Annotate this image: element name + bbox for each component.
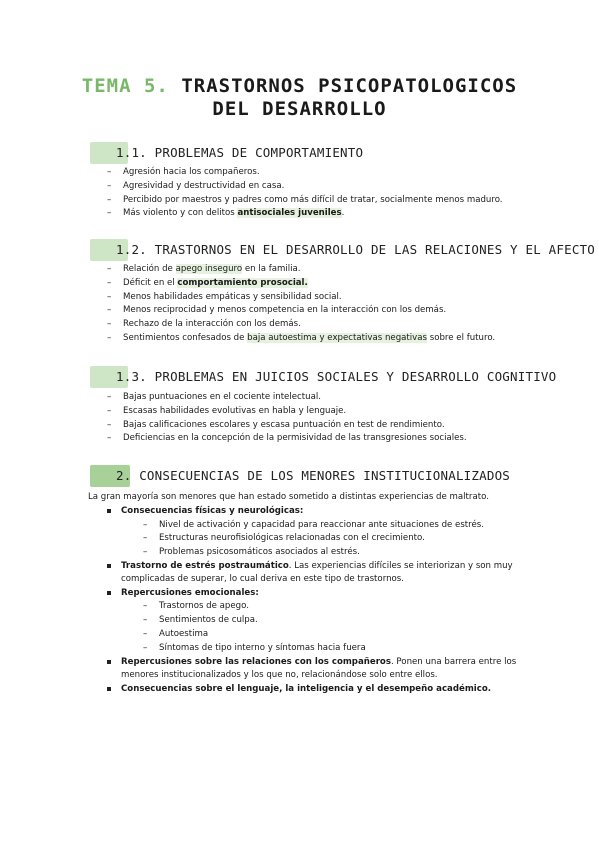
item-text: Menos habilidades empáticas y sensibilidad social. <box>123 291 342 302</box>
sub-item-text: Problemas psicosomáticos asociados al estrés. <box>159 547 360 558</box>
dash-marker: – <box>107 332 112 343</box>
bullet-bold-text: Repercusiones emocionales: <box>121 587 259 598</box>
section-number: 2. <box>116 468 132 483</box>
section-number: 1.1. <box>116 145 147 160</box>
sub-list <box>121 600 517 655</box>
section-intro: La gran mayoría son menores que han estado sometido a distintas experiencias de maltrato. <box>88 492 489 502</box>
item-text: Bajas puntuaciones en el cociente intelectual. <box>123 392 321 402</box>
list-item <box>107 419 467 433</box>
list-item <box>107 291 495 305</box>
dash-marker: – <box>107 305 112 316</box>
bullet-bold-text: Trastorno de estrés postraumático <box>121 560 289 571</box>
bullet-item <box>107 587 517 656</box>
consequences-list <box>107 505 517 696</box>
bullet-item <box>107 683 517 697</box>
item-text: Déficit en el <box>123 277 178 288</box>
bullet-item <box>107 505 517 560</box>
dash-marker: – <box>107 433 112 444</box>
sub-list-item <box>143 628 517 642</box>
item-text-end: sobre el futuro. <box>427 332 496 343</box>
title-tema: TEMA 5. <box>81 75 169 97</box>
sub-item-text: Autoestima <box>159 628 209 639</box>
bullet-text: . Las experiencias difíciles se interiorizan y son muy complicadas de superar, lo cual deriva en este tipo de trastornos. <box>121 560 513 585</box>
dash-marker: – <box>107 277 112 288</box>
dash-marker: – <box>143 615 148 626</box>
bullet-item <box>107 656 517 683</box>
section-number: 1.3. <box>116 369 147 384</box>
section-number: 1.2. <box>116 242 147 257</box>
section-heading-1-3 <box>90 366 556 388</box>
item-text: Rechazo de la interacción con los demás. <box>123 319 301 330</box>
highlighted-text: apego inseguro <box>175 264 243 274</box>
square-bullet-icon <box>107 687 111 691</box>
bullet-bold-text: Repercusiones sobre las relaciones con los compañeros <box>121 656 391 667</box>
sub-list-item <box>143 519 517 533</box>
dash-marker: – <box>107 208 112 219</box>
page-title <box>0 75 599 97</box>
sub-list-item <box>143 546 517 560</box>
sub-item-text: Síntomas de tipo interno y síntomas hacia fuera <box>159 642 366 653</box>
highlighted-text: comportamiento prosocial. <box>177 277 308 288</box>
dash-marker: – <box>143 547 148 558</box>
section-heading-1-1 <box>90 142 363 164</box>
dash-marker: – <box>107 180 112 191</box>
section-list-1-1 <box>107 166 503 221</box>
dash-marker: – <box>143 601 148 612</box>
sub-list-item <box>143 532 517 546</box>
sub-item-text: Nivel de activación y capacidad para reaccionar ante situaciones de estrés. <box>159 519 485 530</box>
section-title: PROBLEMAS DE COMPORTAMIENTO <box>154 145 364 160</box>
item-text: Sentimientos confesados de <box>123 332 248 343</box>
bullet-bold-text: Consecuencias físicas y neurológicas: <box>121 506 304 516</box>
bullet-bold-text: Consecuencias sobre el lenguaje, la inteligencia y el desempeño académico. <box>121 683 491 694</box>
dash-marker: – <box>143 628 148 639</box>
item-text-end: . <box>341 208 345 219</box>
list-item <box>107 194 503 208</box>
item-text: Escasas habilidades evolutivas en habla y lenguaje. <box>123 405 347 416</box>
title-line1: TRASTORNOS PSICOPATOLOGICOS <box>181 75 518 97</box>
item-text: Menos reciprocidad y menos competencia en la interacción con los demás. <box>123 305 447 316</box>
page-title-line2: DEL DESARROLLO <box>212 98 387 120</box>
item-text: Percibido por maestros y padres como más difícil de tratar, socialmente menos maduro. <box>123 194 503 205</box>
sub-item-text: Estructuras neurofisiológicas relacionadas con el crecimiento. <box>159 533 425 544</box>
section-list-1-2 <box>107 263 495 346</box>
section-list-1-3 <box>107 391 467 446</box>
dash-marker: – <box>107 264 112 274</box>
section-title: PROBLEMAS EN JUICIOS SOCIALES Y DESARROLLO COGNITIVO <box>154 369 557 384</box>
sub-item-text: Sentimientos de culpa. <box>159 615 258 626</box>
dash-marker: – <box>107 405 112 416</box>
dash-marker: – <box>143 519 148 530</box>
dash-marker: – <box>107 167 112 177</box>
dash-marker: – <box>107 419 112 430</box>
item-text: Más violento y con delitos <box>123 208 238 219</box>
sub-list-item <box>143 600 517 614</box>
highlighted-text: baja autoestima y expectativas negativas <box>247 332 427 343</box>
sub-list-item <box>143 642 517 656</box>
list-item <box>107 318 495 332</box>
square-bullet-icon <box>107 564 111 568</box>
item-text: Relación de <box>123 264 176 274</box>
list-item <box>107 207 503 221</box>
square-bullet-icon <box>107 509 111 513</box>
list-item <box>107 332 495 346</box>
list-item <box>107 277 495 291</box>
dash-marker: – <box>107 291 112 302</box>
section-heading-2 <box>90 465 510 487</box>
highlighted-text: antisociales juveniles <box>237 208 342 219</box>
list-item <box>107 405 467 419</box>
list-item <box>107 180 503 194</box>
bullet-text: . Ponen una barrera entre los menores institucionalizados y los que no, relacionándose solo entre ellos. <box>121 656 517 681</box>
list-item <box>107 432 467 446</box>
section-title: TRASTORNOS EN EL DESARROLLO DE LAS RELACIONES Y EL AFECTO <box>154 242 596 257</box>
list-item <box>107 391 467 405</box>
dash-marker: – <box>107 319 112 330</box>
item-text-end: en la familia. <box>242 264 301 274</box>
item-text: Agresión hacia los compañeros. <box>123 167 260 177</box>
bullet-item <box>107 560 517 587</box>
dash-marker: – <box>107 194 112 205</box>
sub-list <box>121 519 517 560</box>
dash-marker: – <box>143 533 148 544</box>
list-item <box>107 304 495 318</box>
sub-item-text: Trastornos de apego. <box>159 601 249 612</box>
section-heading-1-2 <box>90 239 595 261</box>
list-item <box>107 263 495 277</box>
dash-marker: – <box>107 392 112 402</box>
section-title: CONSECUENCIAS DE LOS MENORES INSTITUCIONALIZADOS <box>139 468 511 483</box>
item-text: Agresividad y destructividad en casa. <box>123 180 285 191</box>
item-text: Bajas calificaciones escolares y escasa puntuación en test de rendimiento. <box>123 419 445 430</box>
sub-list-item <box>143 614 517 628</box>
square-bullet-icon <box>107 660 111 664</box>
item-text: Deficiencias en la concepción de la permisividad de las transgresiones sociales. <box>123 433 467 444</box>
square-bullet-icon <box>107 591 111 595</box>
list-item <box>107 166 503 180</box>
dash-marker: – <box>143 642 148 653</box>
